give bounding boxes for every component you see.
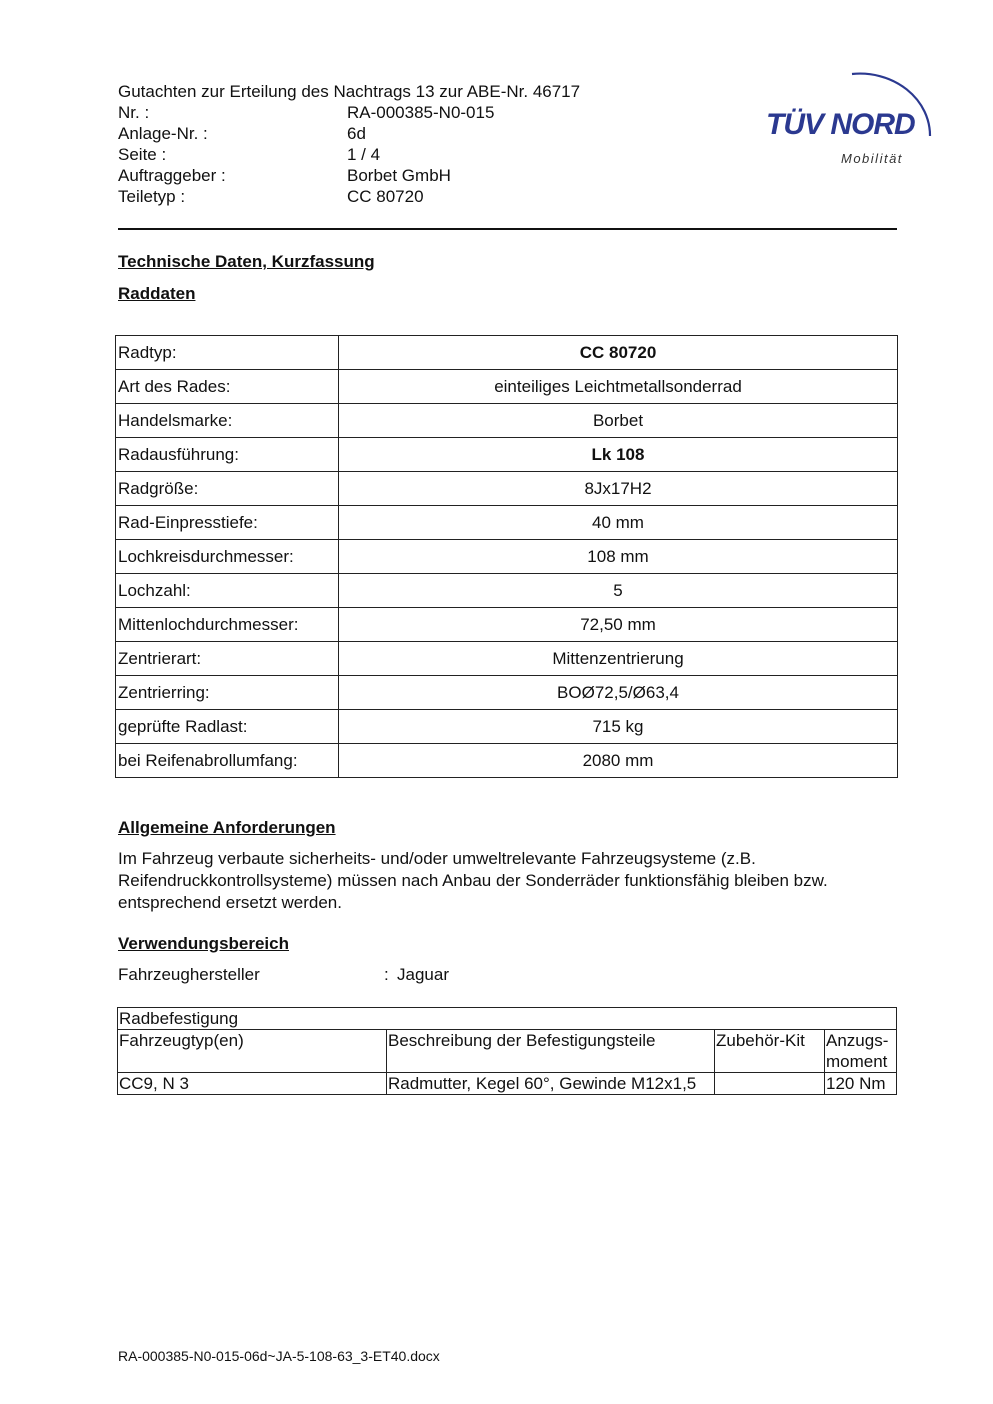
table-cell: CC9, N 3 <box>118 1073 387 1095</box>
table-row <box>116 676 898 710</box>
table-cell: Radmutter, Kegel 60°, Gewinde M12x1,5 <box>387 1073 715 1095</box>
row-label: bei Reifenabrollumfang: <box>116 744 339 778</box>
table-row <box>116 744 898 778</box>
row-label: Radausführung: <box>116 438 339 472</box>
table-row <box>116 574 898 608</box>
manufacturer-label: Fahrzeughersteller <box>118 965 260 984</box>
row-value: Mittenzentrierung <box>339 642 898 676</box>
table-row <box>116 438 898 472</box>
general-requirements-text: Im Fahrzeug verbaute sicherheits- und/oder umweltrelevante Fahrzeugsysteme (z.B. Reifendruckkontrollsysteme) müssen nach Anbau der Sonderräder funktionsfähig bleiben bzw. entsprechend ersetzt werden. <box>118 849 828 912</box>
row-label: Art des Rades: <box>116 370 339 404</box>
footer-filename: RA-000385-N0-015-06d~JA-5-108-63_3-ET40.docx <box>118 1348 440 1364</box>
header-row: Nr. : RA-000385-N0-015 <box>118 103 495 122</box>
row-label: Mittenlochdurchmesser: <box>116 608 339 642</box>
row-value: 8Jx17H2 <box>339 472 898 506</box>
table-cell <box>715 1073 825 1095</box>
document-header <box>118 81 738 207</box>
header-row: Seite : 1 / 4 <box>118 145 381 164</box>
row-label: Zentrierart: <box>116 642 339 676</box>
section-wheel-heading: Raddaten <box>118 284 196 303</box>
tuv-nord-logo <box>760 58 950 173</box>
section-general-heading: Allgemeine Anforderungen <box>118 818 336 837</box>
row-value: 108 mm <box>339 540 898 574</box>
row-value: einteiliges Leichtmetallsonderrad <box>339 370 898 404</box>
table-row <box>116 642 898 676</box>
manufacturer-value: Jaguar <box>397 965 449 984</box>
row-value: BOØ72,5/Ø63,4 <box>339 676 898 710</box>
table-row <box>116 370 898 404</box>
manufacturer-separator: : <box>384 965 389 984</box>
header-divider <box>118 228 897 230</box>
table-row <box>116 336 898 370</box>
wheel-data-table <box>115 335 898 778</box>
logo-tagline: Mobilität <box>841 151 903 166</box>
row-value: 715 kg <box>339 710 898 744</box>
table-row <box>116 540 898 574</box>
row-value: Lk 108 <box>339 438 898 472</box>
table-row <box>116 608 898 642</box>
row-label: Rad-Einpresstiefe: <box>116 506 339 540</box>
row-label: Lochkreisdurchmesser: <box>116 540 339 574</box>
header-row: Teiletyp : CC 80720 <box>118 187 424 206</box>
row-label: Handelsmarke: <box>116 404 339 438</box>
table-row <box>118 1073 897 1095</box>
row-label: Lochzahl: <box>116 574 339 608</box>
table-row <box>116 506 898 540</box>
section-technical-heading: Technische Daten, Kurzfassung <box>118 252 375 271</box>
table-cell: 120 Nm <box>825 1073 897 1095</box>
manufacturer-row <box>118 965 618 985</box>
row-value: Borbet <box>339 404 898 438</box>
row-value: CC 80720 <box>339 336 898 370</box>
mounting-table-header <box>118 1030 897 1073</box>
header-row: Auftraggeber : Borbet GmbH <box>118 166 451 185</box>
row-label: geprüfte Radlast: <box>116 710 339 744</box>
row-value: 5 <box>339 574 898 608</box>
table-row <box>116 710 898 744</box>
col-header: Beschreibung der Befestigungsteile <box>387 1030 715 1073</box>
row-value: 2080 mm <box>339 744 898 778</box>
mounting-table-title: Radbefestigung <box>118 1008 897 1030</box>
section-usage-heading: Verwendungsbereich <box>118 934 289 953</box>
row-label: Zentrierring: <box>116 676 339 710</box>
table-row <box>116 404 898 438</box>
logo-brand: TÜV NORD <box>766 108 915 141</box>
row-value: 72,50 mm <box>339 608 898 642</box>
mounting-table <box>117 1007 897 1095</box>
col-header: Fahrzeugtyp(en) <box>118 1030 387 1073</box>
row-label: Radgröße: <box>116 472 339 506</box>
row-value: 40 mm <box>339 506 898 540</box>
col-header: Anzugs-moment <box>825 1030 897 1073</box>
row-label: Radtyp: <box>116 336 339 370</box>
document-title: Gutachten zur Erteilung des Nachtrags 13 zur ABE-Nr. 46717 <box>118 82 581 101</box>
table-row <box>116 472 898 506</box>
col-header: Zubehör-Kit <box>715 1030 825 1073</box>
header-row: Anlage-Nr. : 6d <box>118 124 366 143</box>
